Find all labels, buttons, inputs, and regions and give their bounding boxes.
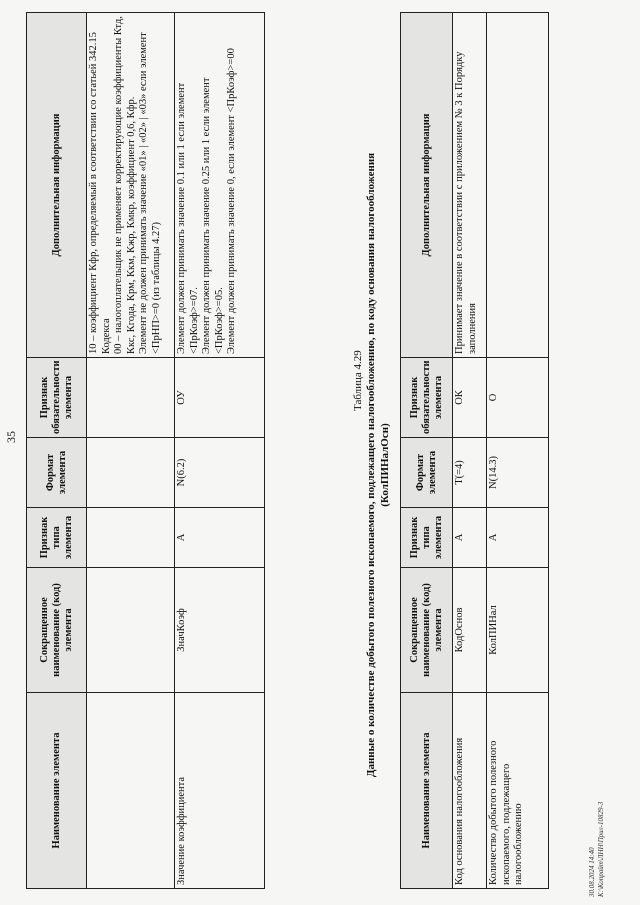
elements-table-4-29 [400, 12, 549, 889]
cell-name: Количество добытого полезного ископаемого, подлежащего налогообложению [487, 693, 549, 889]
header-type: Признак типа элемента [401, 508, 453, 568]
section-title-line: (КолПИНалОсн) [379, 423, 391, 507]
header-code: Сокращенное наименование (код) элемента [27, 568, 87, 693]
cell-type: А [487, 508, 549, 568]
cell-required: ОУ [175, 358, 265, 438]
cell-code: ЗначКоэф [175, 568, 265, 693]
cell-name: Значение коэффициента [175, 693, 265, 889]
footer-path: К:\Копрайт\ЛНН\Прил-10829-3 [597, 801, 605, 897]
table-label: Таблица 4.29 [352, 350, 364, 411]
header-info: Дополнительная информация [27, 13, 87, 358]
table-row [175, 13, 265, 889]
cell-type: А [175, 508, 265, 568]
header-info: Дополнительная информация [401, 13, 453, 358]
cell-info [175, 13, 265, 358]
info-line: 00 – налогоплательщик не применяет корректирующие коэффициенты Ктд, Ккс, Кгода, Крм, Ккм, Кжр, Кмкр, коэффициент 0,6, Кфр. [113, 16, 137, 354]
page-number: 35 [4, 431, 18, 443]
cell-code: КодОснов [453, 568, 487, 693]
cell-info: Принимает значение в соответствии с приложением № 3 к Порядку заполнения [453, 13, 487, 358]
info-line: Элемент должен принимать значение 0.1 или 1 если элемент <ПрКоэф>=07. [176, 82, 200, 354]
info-line: Элемент должен принимать значение 0.25 или 1 если элемент <ПрКоэф>=05. [201, 77, 225, 354]
header-format: Формат элемента [27, 438, 87, 508]
cell-info [87, 13, 175, 358]
header-name: Наименование элемента [401, 693, 453, 889]
footer-date: 30.08.2024 14:40 [588, 847, 596, 897]
footer-stamp [588, 802, 606, 897]
header-type: Признак типа элемента [27, 508, 87, 568]
info-line: Элемент должен принимать значение 0, если элемент <ПрКоэф>=00 [226, 48, 237, 354]
header-name: Наименование элемента [27, 693, 87, 889]
info-line: Элемент не должен принимать значение «01» | «02» | «03» если элемент <ПрНП>=0 (из таблицы 4.27) [138, 32, 162, 354]
table-row [87, 13, 175, 889]
cell-info [487, 13, 549, 358]
section-title [364, 85, 392, 845]
table-row [487, 13, 549, 889]
cell-format: N(14.3) [487, 438, 549, 508]
cell-code: КолПИНал [487, 568, 549, 693]
cell-format: N(6.2) [175, 438, 265, 508]
cell-required: О [487, 358, 549, 438]
section-title-line: Данные о количестве добытого полезного ископаемого, подлежащего налогообложению, по коду основания налогообложения [365, 152, 377, 778]
cell-format: T(=4) [453, 438, 487, 508]
header-required: Признак обязательности элемента [27, 358, 87, 438]
header-code: Сокращенное наименование (код) элемента [401, 568, 453, 693]
header-required: Признак обязательности элемента [401, 358, 453, 438]
cell-type: А [453, 508, 487, 568]
cell-name: Код основания налогообложения [453, 693, 487, 889]
info-line: 10 – коэффициент Кфр, определяемый в соответствии со статьей 342.15 Кодекса [88, 32, 112, 354]
table-row [453, 13, 487, 889]
cell-required: ОК [453, 358, 487, 438]
header-format: Формат элемента [401, 438, 453, 508]
elements-table-continued [26, 12, 265, 889]
